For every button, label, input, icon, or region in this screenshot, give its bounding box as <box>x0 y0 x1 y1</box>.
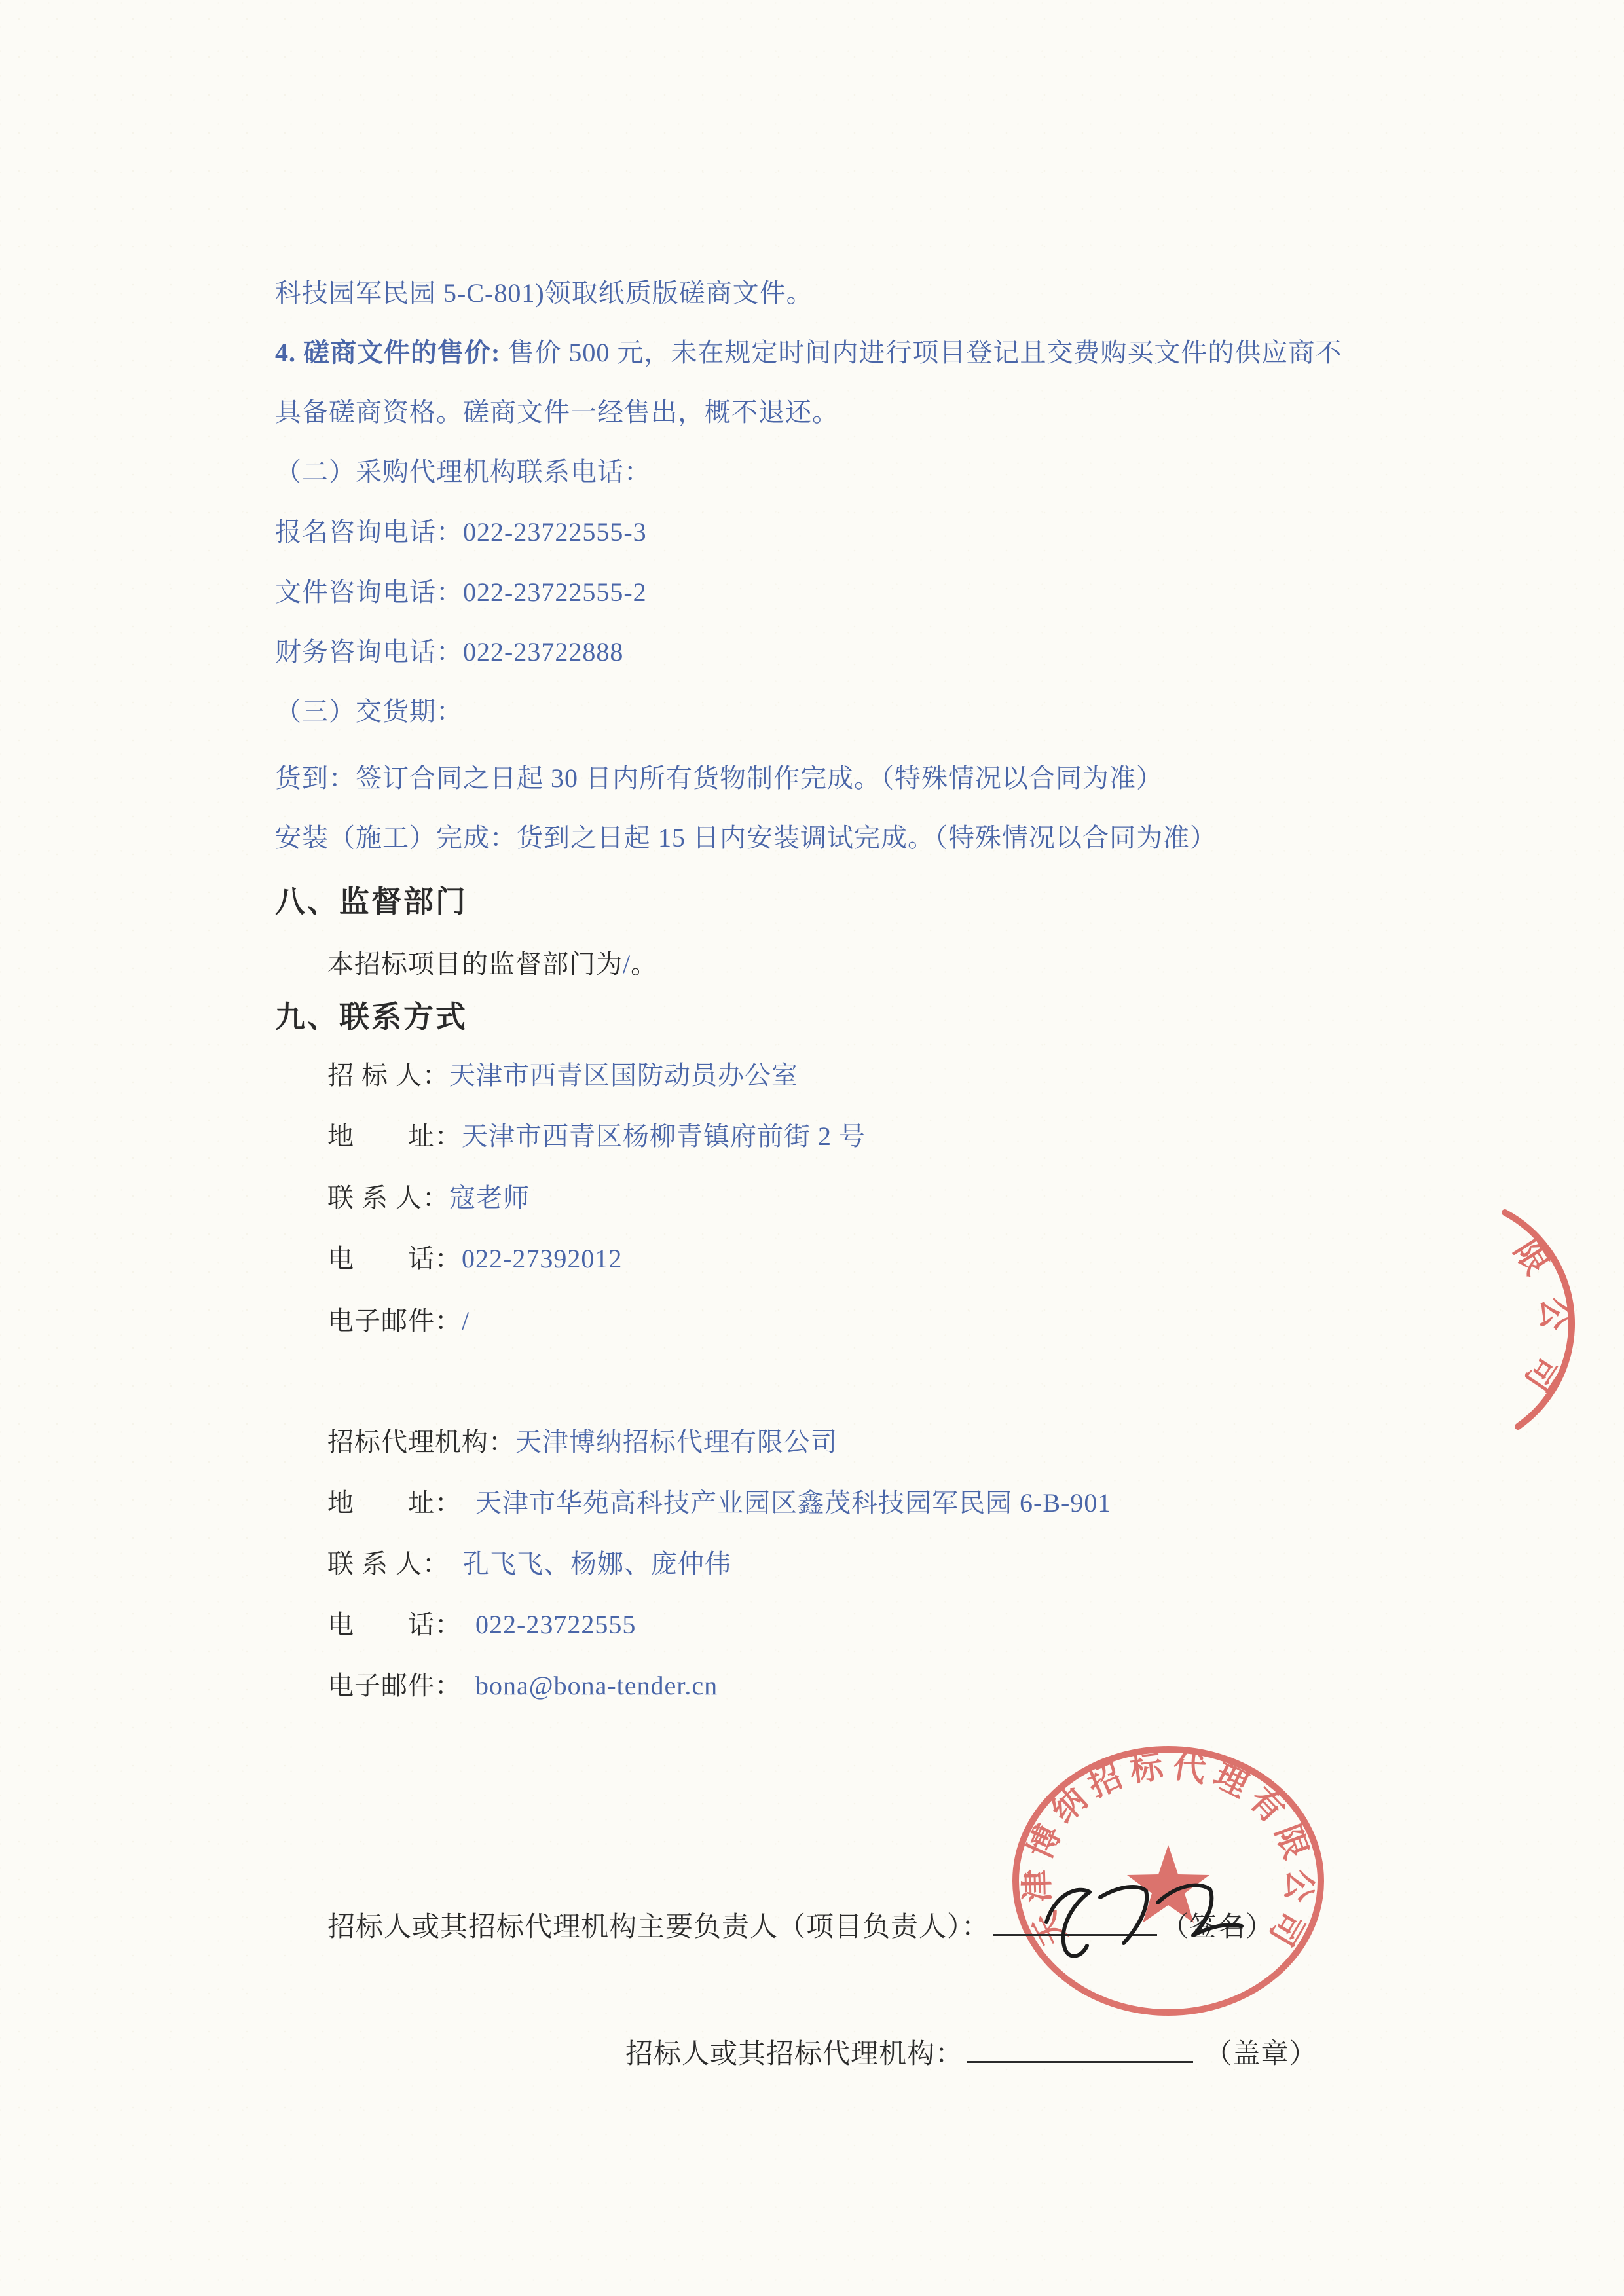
partial-company-seal-stamp <box>1428 1188 1624 1463</box>
agency-contact-value: 孔飞飞、杨娜、庞仲伟 <box>436 1549 731 1578</box>
heading-contact <box>275 1000 468 1035</box>
supervision-body-period: 。 <box>631 949 658 979</box>
supervision-body-text: 本招标项目的监督部门为 <box>327 949 623 979</box>
agency-value: 天津博纳招标代理有限公司 <box>515 1427 838 1457</box>
line-delivery-goods <box>275 763 1163 793</box>
principal-signature-label: 招标人或其招标代理机构主要负责人（项目负责人）： <box>327 1912 990 1942</box>
signature-suffix: （签名） <box>1161 1912 1274 1942</box>
signature-stroke-3 <box>1158 1886 1242 1935</box>
line-document-price <box>275 338 1342 368</box>
heading-supervision <box>275 885 468 920</box>
tenderer-contact-value: 寇老师 <box>449 1183 530 1212</box>
delivery-heading-text: （三）交货期： <box>275 697 463 726</box>
heading-supervision-text: 八、监督部门 <box>275 885 468 919</box>
agency-address-label: 地 址： <box>327 1488 449 1518</box>
tenderer-phone-label: 电 话： <box>327 1244 462 1273</box>
agency-phone-heading-text: （二）采购代理机构联系电话： <box>275 457 651 486</box>
seal-company-text: 天津博纳招标代理有限公司 <box>1018 1747 1320 1958</box>
tenderer-email-label: 电子邮件： <box>327 1306 462 1336</box>
agency-seal-underline <box>967 2037 1193 2063</box>
delivery-goods-text: 货到：签订合同之日起 30 日内所有货物制作完成。（特殊情况以合同为准） <box>275 763 1163 793</box>
line-agency <box>327 1427 838 1457</box>
tenderer-address-value: 天津市西青区杨柳青镇府前街 2 号 <box>462 1121 866 1151</box>
tenderer-email-value: / <box>462 1306 470 1336</box>
svg-text:限公司 <box>1505 1233 1572 1415</box>
line-agency-email <box>327 1671 718 1701</box>
delivery-install-text: 安装（施工）完成：货到之日起 15 日内安装调试完成。（特殊情况以合同为准） <box>275 823 1217 852</box>
line-delivery-install <box>275 823 1217 853</box>
agency-label: 招标代理机构： <box>327 1427 515 1457</box>
registration-phone-text: 报名咨询电话：022-23722555-3 <box>275 517 647 547</box>
line-tenderer-address <box>327 1121 866 1152</box>
line-tenderer <box>327 1061 798 1091</box>
line-finance-phone <box>275 637 623 667</box>
tenderer-contact-label: 联 系 人： <box>327 1183 449 1212</box>
agency-contact-label: 联 系 人： <box>327 1549 436 1578</box>
line-tenderer-phone <box>327 1244 622 1274</box>
agency-email-value: bona@bona-tender.cn <box>449 1671 718 1700</box>
signature-stroke-1 <box>1046 1890 1090 1956</box>
tenderer-address-label: 地 址： <box>327 1121 462 1151</box>
price-text-cont: 具备磋商资格。磋商文件一经售出，概不退还。 <box>275 397 839 427</box>
line-tenderer-contact <box>327 1183 530 1213</box>
agency-email-label: 电子邮件： <box>327 1671 449 1700</box>
line-document-phone <box>275 577 647 608</box>
handwritten-signature <box>1022 1859 1283 1990</box>
price-text: 售价 500 元，未在规定时间内进行项目登记且交费购买文件的供应商不 <box>500 338 1342 367</box>
tenderer-phone-value: 022-27392012 <box>462 1244 623 1273</box>
line-tenderer-email <box>327 1306 470 1336</box>
line-registration-phone <box>275 517 647 547</box>
agency-seal-label: 招标人或其招标代理机构： <box>625 2039 964 2069</box>
signature-stroke-2 <box>1100 1887 1147 1943</box>
document-phone-text: 文件咨询电话：022-23722555-2 <box>275 577 647 607</box>
line-agency-phone <box>327 1610 636 1640</box>
line-pickup-address <box>275 278 813 308</box>
line-agency-seal <box>625 2037 1318 2070</box>
line-agency-address <box>327 1488 1111 1518</box>
finance-phone-text: 财务咨询电话：022-23722888 <box>275 637 624 666</box>
line-delivery-heading <box>275 697 463 727</box>
pickup-address-text: 科技园军民园 5-C-801)领取纸质版磋商文件。 <box>275 278 813 308</box>
line-supervision-body <box>327 949 657 979</box>
heading-contact-text: 九、联系方式 <box>275 1000 468 1034</box>
agency-phone-label: 电 话： <box>327 1610 449 1639</box>
price-label: 4. 磋商文件的售价: <box>275 338 501 367</box>
tenderer-value: 天津市西青区国防动员办公室 <box>449 1061 798 1090</box>
seal-suffix: （盖章） <box>1197 2039 1318 2069</box>
supervision-body-slash: / <box>623 949 631 979</box>
agency-address-value: 天津市华苑高科技产业园区鑫茂科技园军民园 6-B-901 <box>449 1488 1112 1518</box>
tenderer-label: 招 标 人： <box>327 1061 449 1090</box>
agency-phone-value: 022-23722555 <box>449 1610 637 1639</box>
partial-seal-text: 限公司 <box>1505 1233 1573 1416</box>
line-agency-contact <box>327 1549 731 1579</box>
line-document-price-cont <box>275 397 839 428</box>
line-agency-phone-heading <box>275 457 651 487</box>
